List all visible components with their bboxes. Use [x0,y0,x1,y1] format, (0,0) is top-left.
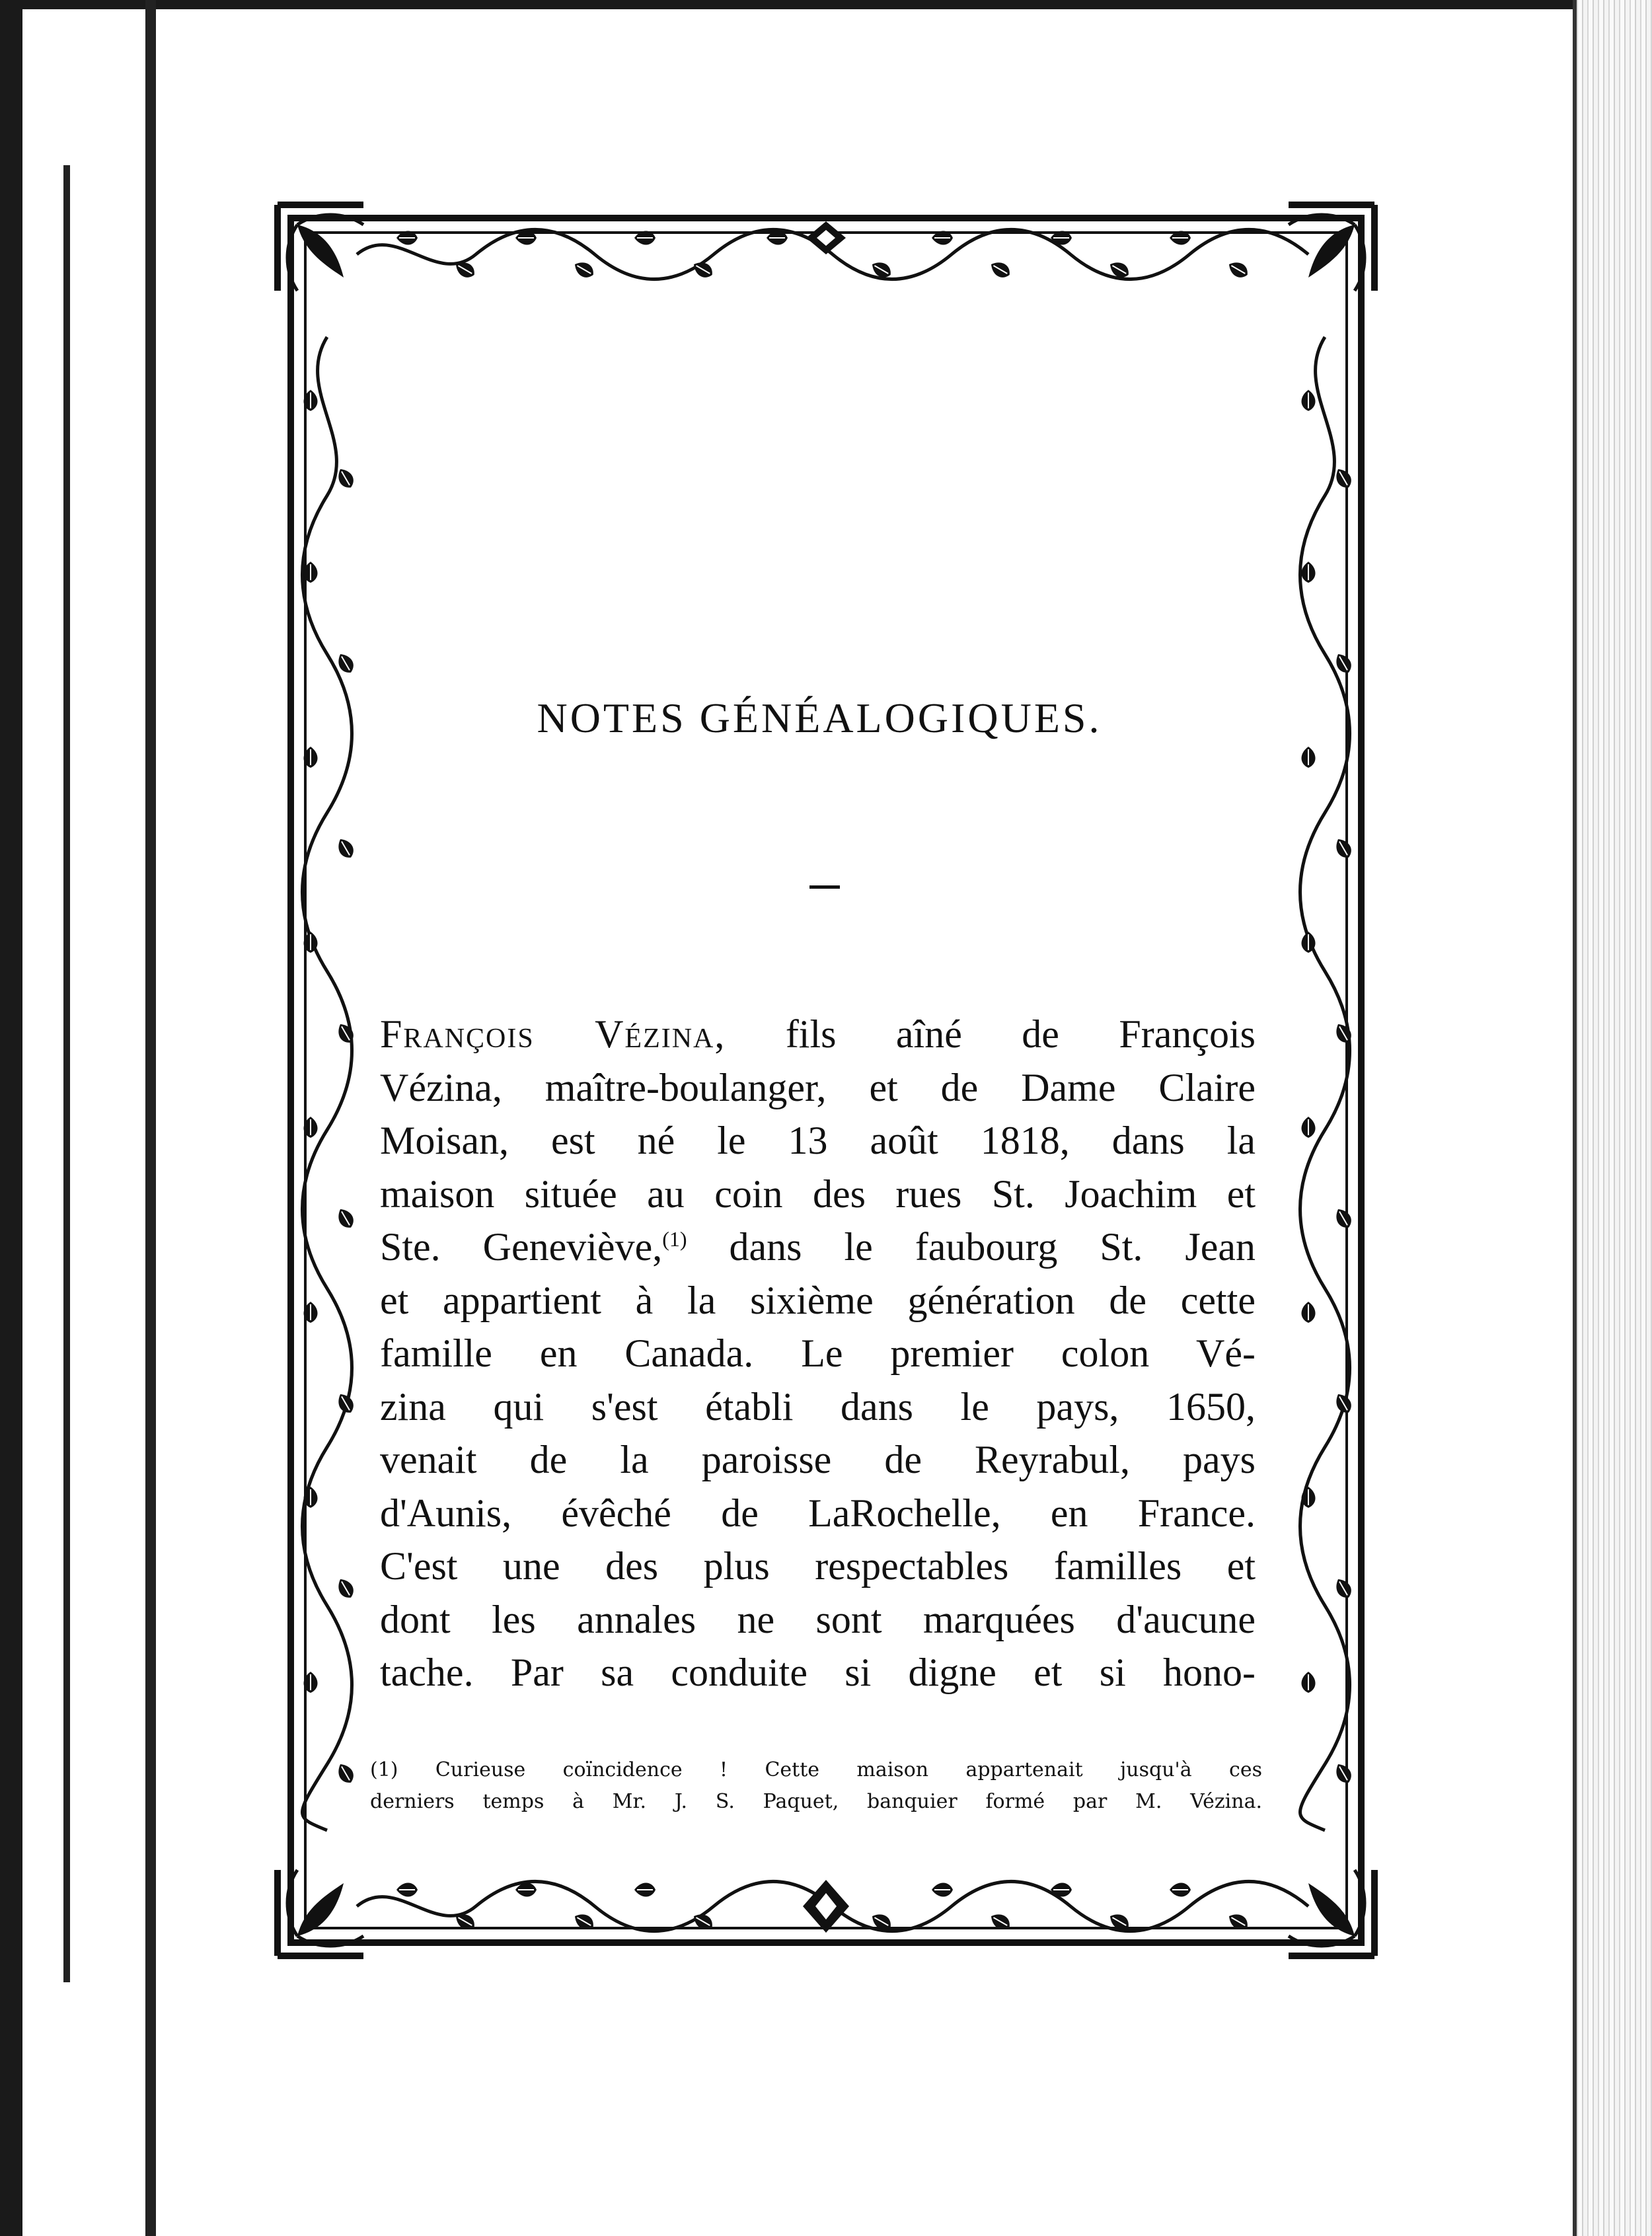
text-line: Vézina, maître-boulanger, et de Dame Claire [380,1065,1256,1109]
page-title: NOTES GÉNÉALOGIQUES. [537,694,1102,741]
gutter-line [145,0,156,2236]
page-stack-edge [1573,0,1652,2236]
text-line: C'est une des plus respectables familles et [380,1544,1256,1588]
footnote-line: (1) Curieuse coïncidence ! Cette maison appartenait jusqu'à ces [370,1758,1262,1781]
title-separator [809,885,840,889]
footnote-marker: (1) [662,1227,687,1251]
footnote [370,1754,1262,1818]
text-line: famille en Canada. Le premier colon Vé- [380,1331,1256,1375]
text-line: Moisan, est né le 13 août 1818, dans la [380,1119,1256,1162]
facing-page-border [24,165,70,1982]
text-line: et appartient à la sixième génération de cette [380,1278,1256,1322]
text-line: venait de la paroisse de Reyrabul, pays [380,1438,1256,1481]
body-paragraph [380,1008,1256,1699]
text-fragment: fils aîné de François [785,1012,1256,1056]
footnote-line: derniers temps à Mr. J. S. Paquet, banquier formé par M. Vézina. [370,1790,1262,1813]
scan-left-edge [0,0,22,2236]
text-line: tache. Par sa conduite si digne et si hono- [380,1651,1256,1694]
text-line: zina qui s'est établi dans le pays, 1650, [380,1384,1256,1429]
text-line: maison située au coin des rues St. Joachim et [380,1172,1256,1216]
name-small-caps: François Vézina, [380,1012,726,1056]
scan-top-edge [0,0,1652,9]
text-fragment: dans le faubourg St. Jean [729,1225,1256,1269]
text-line: d'Aunis, évêché de LaRochelle, en France. [380,1491,1256,1535]
text-fragment: Ste. Geneviève, [380,1225,663,1269]
text-line [380,1008,1256,1061]
text-line [380,1220,1256,1274]
text-line: dont les annales ne sont marquées d'aucune [380,1597,1256,1641]
